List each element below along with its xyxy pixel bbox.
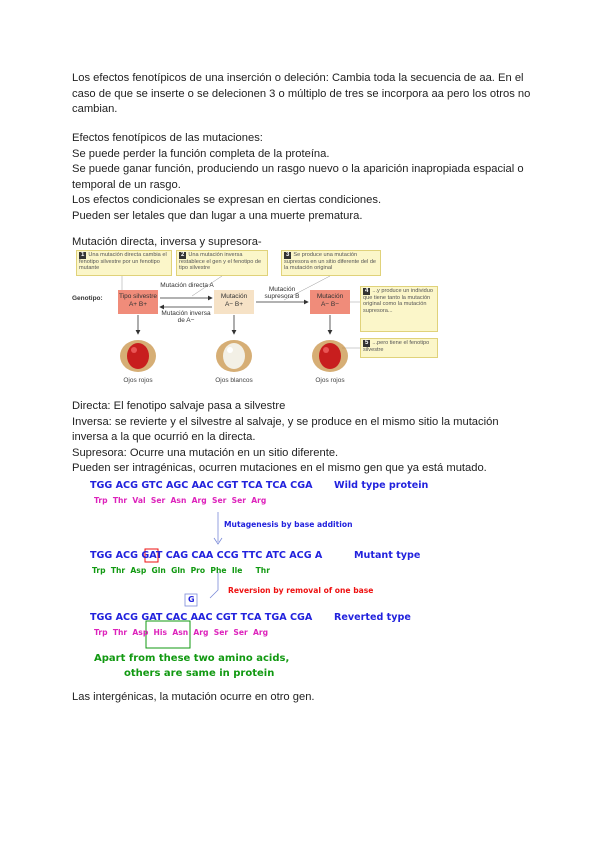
reverted-label: Reverted type xyxy=(334,612,411,623)
reversion-sequence-figure xyxy=(72,476,512,686)
eye-caption-3: Ojos rojos xyxy=(315,377,345,384)
text-line: Directa: El fenotipo salvaje pasa a silvestre xyxy=(72,400,286,412)
step-mutagenesis: Mutagenesis by base addition xyxy=(224,520,353,529)
note-text: Se produce una mutación supresora en un sitio diferente del de la mutación original xyxy=(284,252,377,272)
diagram-arrows xyxy=(72,248,456,398)
mutant-label: Mutant type xyxy=(354,550,421,561)
note-text: Una mutación inversa restablece el gen y el fenotipo de tipo silvestre xyxy=(179,252,262,272)
step-reversion: Reversion by removal of one base xyxy=(228,586,374,595)
genotype-name: Mutación xyxy=(220,293,248,300)
note-line-1: Apart from these two amino acids, xyxy=(94,653,290,664)
mutant-sequence: TGG ACG GAT CAG CAA CCG TTC ATC ACG A xyxy=(90,550,323,561)
genotype-name: Mutación xyxy=(316,293,344,300)
fly-red-eyes-2 xyxy=(312,340,348,372)
text-line: Supresora: Ocurre una mutación en un sitio diferente. xyxy=(72,446,339,459)
text-line: cambian. xyxy=(72,103,118,115)
text-line: Efectos fenotípicos de las mutaciones: xyxy=(72,132,263,144)
note-text: ...pero tiene el fenotipo silvestre xyxy=(363,340,430,353)
text-line: Las intergénicas, la mutación ocurre en otro gen. xyxy=(72,691,315,703)
step-number: 2 xyxy=(181,252,185,258)
wild-type-sequence: TGG ACG GTC AGC AAC CGT TCA TCA CGA xyxy=(90,480,313,491)
fly-red-eyes-1 xyxy=(120,340,156,372)
note-text: ...y produce un individuo que tiene tanto la mutación original como la mutación supresora... xyxy=(363,288,433,314)
note-text: Una mutación directa cambia el fenotipo silvestre por un fenotipo mutante xyxy=(79,252,167,272)
genotype-alleles: A− B+ xyxy=(224,301,244,308)
step-number: 3 xyxy=(286,252,290,258)
removed-base: G xyxy=(188,595,195,604)
mutant-amino-acids: Trp Thr Asp Gln Gln Pro Phe Ile Thr xyxy=(92,566,270,575)
down-arrow-2 xyxy=(210,572,218,598)
step-number: 4 xyxy=(365,288,369,294)
step-number: 5 xyxy=(365,340,369,346)
note-line-2: others are same in protein xyxy=(124,668,275,679)
step-number: 1 xyxy=(81,252,85,258)
text-line: Pueden ser letales que dan lugar a una muerte prematura. xyxy=(72,209,363,222)
text-line: Inversa: se revierte y el silvestre al salvaje, y se produce en el mismo sitio la mutación xyxy=(72,415,499,428)
paragraph-phenotypic-effects xyxy=(72,131,534,224)
paragraph-insertion-deletion xyxy=(72,71,534,118)
text-line: Pueden ser intragénicas, ocurren mutaciones en el mismo gen que ya está mutado. xyxy=(72,462,487,474)
eye-caption-2: Ojos blancos xyxy=(215,377,253,384)
text-line: Los efectos fenotípicos de una inserción o deleción: Cambia toda la secuencia de aa. En el xyxy=(72,72,524,84)
text-line: inversa a la que ocurrió en la directa. xyxy=(72,431,256,443)
paragraph-intergenic xyxy=(72,690,534,706)
forward-mutation-label: Mutación directa A xyxy=(160,282,214,289)
text-line: Los efectos condicionales se expresan en ciertas condiciones. xyxy=(72,194,382,206)
genotype-label: Genotipo: xyxy=(72,295,103,302)
text-line: Se puede perder la función completa de la proteína. xyxy=(72,147,330,160)
eye-caption-1: Ojos rojos xyxy=(123,377,153,384)
genotype-name: Tipo silvestre xyxy=(118,293,158,300)
reverse-mutation-label: Mutación inversa de A− xyxy=(161,310,211,324)
genotype-alleles: A− B− xyxy=(320,301,340,308)
text-line: caso de que se inserte o se delecionen 3 o múltiplo de tres se incorpora aa pero los otros no xyxy=(72,87,531,100)
wild-type-label: Wild type protein xyxy=(334,480,429,491)
paragraph-mutation-definitions xyxy=(72,399,534,477)
text-line: Se puede ganar función, produciendo un rasgo nuevo o la aparición inapropiada espacial o xyxy=(72,163,524,175)
fly-white-eyes xyxy=(216,340,252,372)
genotype-alleles: A+ B+ xyxy=(128,301,148,308)
text-line: temporal de un rasgo. xyxy=(72,178,181,191)
suppressor-mutation-label: Mutación supresora B xyxy=(264,286,300,300)
reverted-amino-acids: Trp Thr Asp His Asn Arg Ser Ser Arg xyxy=(94,628,269,637)
wild-type-amino-acids: Trp Thr Val Ser Asn Arg Ser Ser Arg xyxy=(94,496,267,505)
reverted-sequence: TGG ACG GAT CAC AAC CGT TCA TGA CGA xyxy=(90,612,313,623)
text-line: Mutación directa, inversa y supresora- xyxy=(72,236,262,248)
mutation-diagram xyxy=(72,248,456,398)
